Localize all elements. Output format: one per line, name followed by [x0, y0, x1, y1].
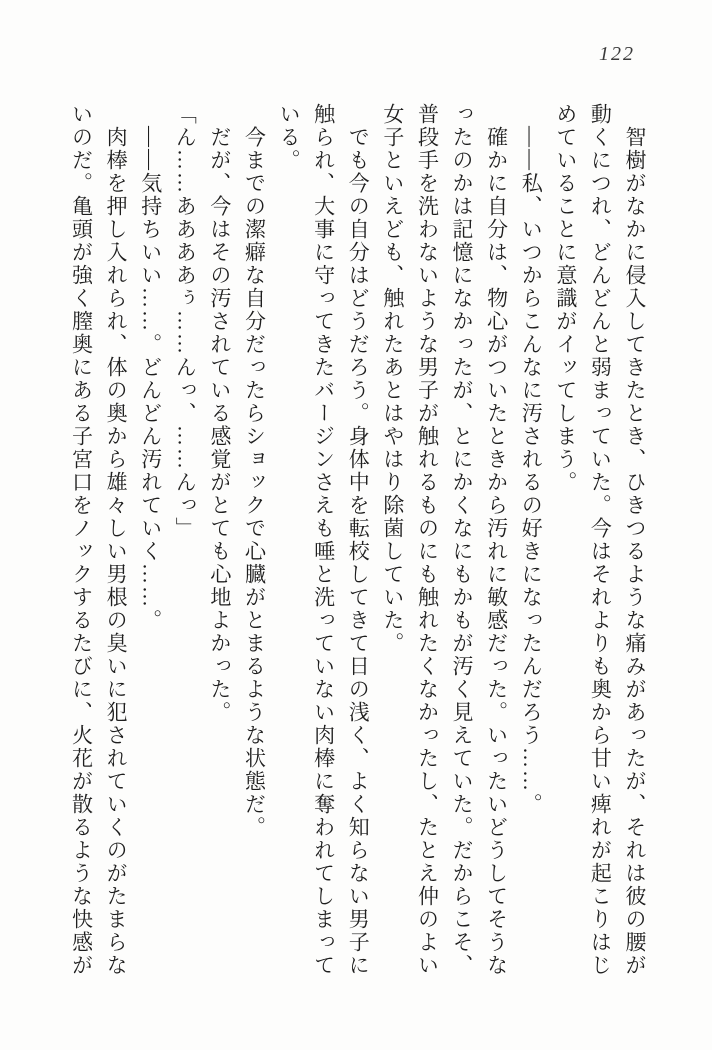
text-column-14: 「ん……ああああぅ……んっ、……んっ」 — [173, 103, 198, 540]
text-column-2: 動くにつれ、どんどんと弱まっていた。今はそれよりも奥から甘い痺れが起こりはじ — [588, 103, 613, 977]
text-column-11: いる。 — [277, 103, 302, 172]
text-column-15: ――気持ちいい……。どんどん汚れていく……。 — [138, 103, 163, 632]
text-column-12: 今までの潔癖な自分だったらショックで心臓がとまるような状態だ。 — [242, 103, 267, 839]
text-column-6: ったのかは記憶になかったが、とにかくなにもかもが汚く見えていた。だからこそ、 — [450, 103, 475, 977]
text-column-10: 触られ、大事に守ってきたバージンさえも唾と洗っていない肉棒に奪われてしまって — [311, 103, 336, 977]
text-column-4: ――私、いつからこんなに汚されるの好きになったんだろう……。 — [519, 103, 544, 816]
text-column-1: 智樹がなかに侵入してきたとき、ひきつるような痛みがあったが、それは彼の腰が — [623, 103, 647, 977]
text-column-9: でも今の自分はどうだろう。身体中を転校してきて日の浅く、よく知らない男子に — [346, 103, 371, 977]
text-column-8: 女子といえども、触れたあとはやはり除菌していた。 — [380, 103, 405, 655]
text-column-13: だが、今はその汚されている感覚がとても心地よかった。 — [207, 103, 232, 724]
text-column-3: めていることに意識がイッてしまう。 — [553, 103, 578, 494]
text-column-17: いのだ。亀頭が強く膣奥にある子宮口をノックするたびに、火花が散るような快感が — [69, 103, 94, 977]
body-text — [60, 103, 652, 983]
text-column-7: 普段手を洗わないような男子が触れるものにも触れたくなかったし、たとえ仲のよい — [415, 103, 440, 977]
text-column-16: 肉棒を押し入れられ、体の奥から雄々しい男根の臭いに犯されていくのがたまらな — [104, 103, 129, 977]
page-number: 122 — [599, 43, 635, 65]
text-column-5: 確かに自分は、物心がついたときから汚れに敏感だった。いったいどうしてそうな — [484, 103, 509, 977]
